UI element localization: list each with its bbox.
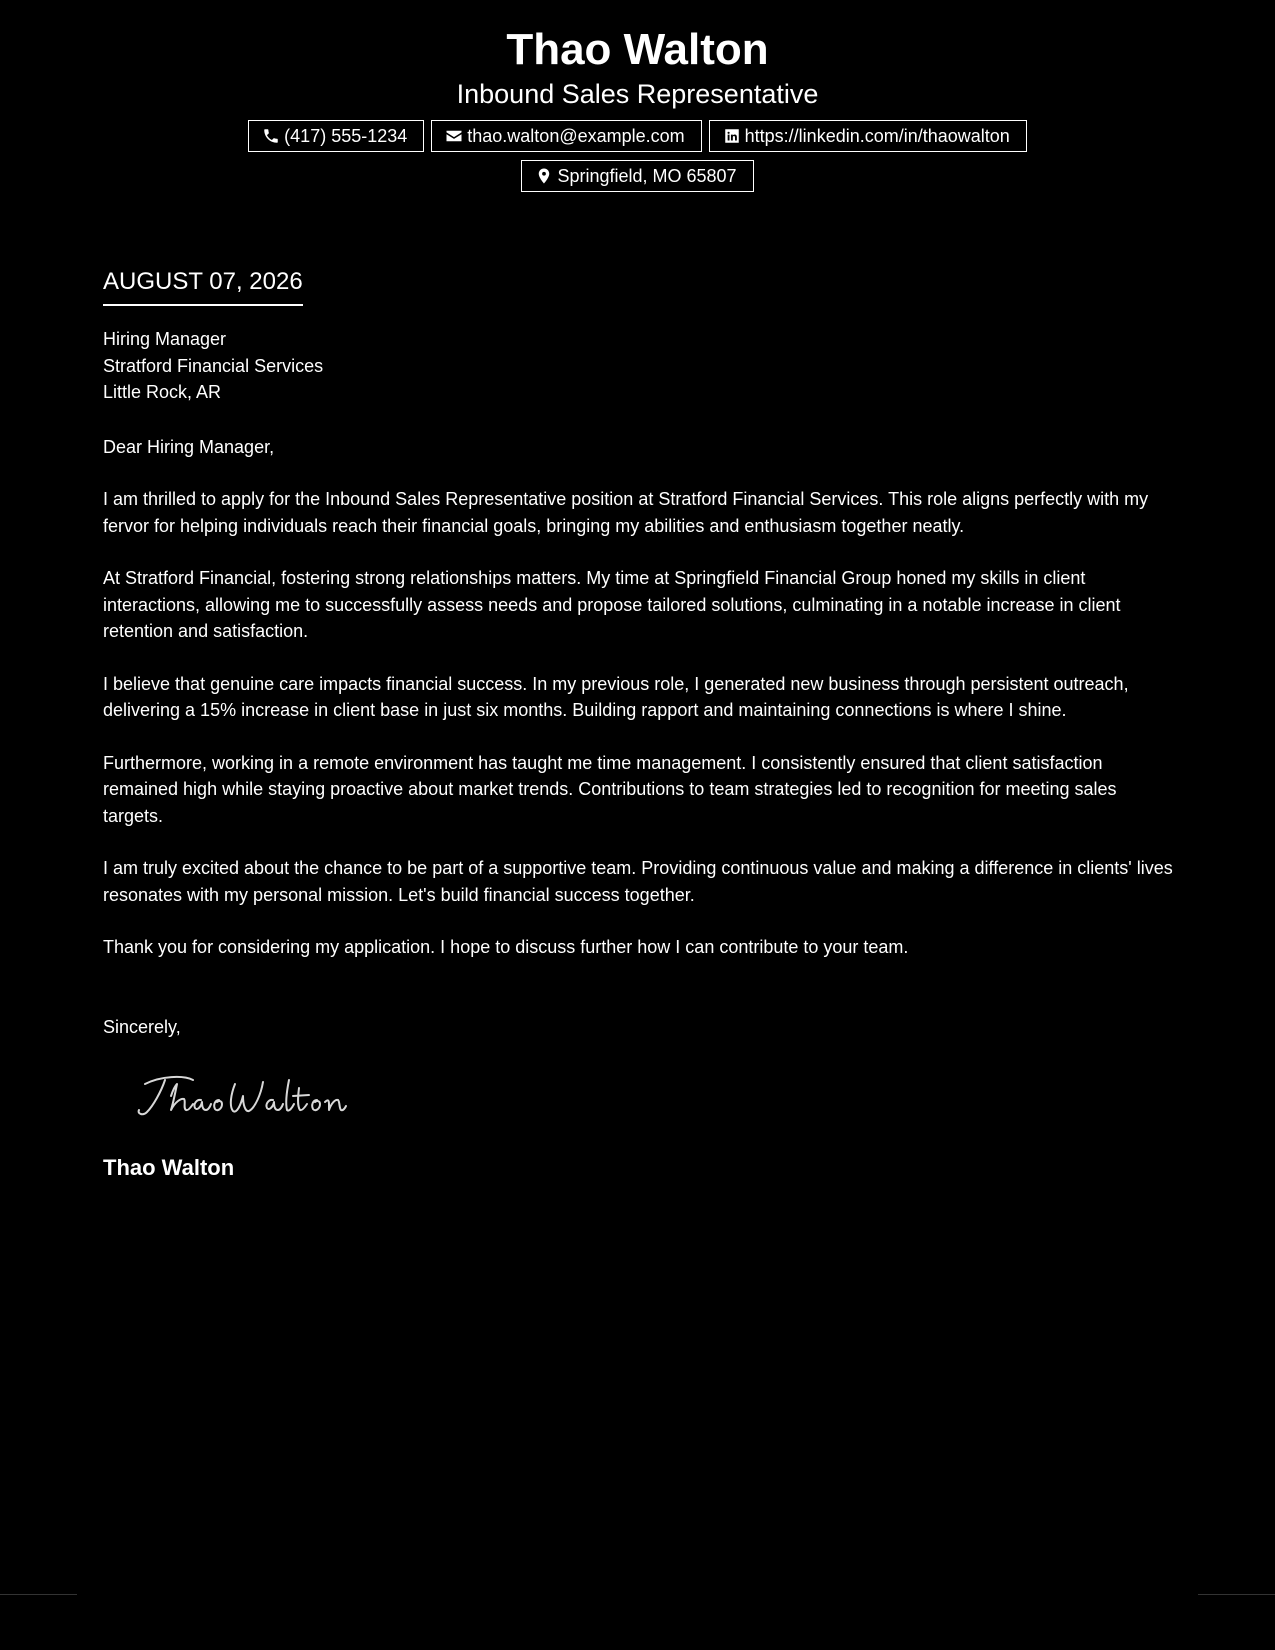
body-paragraph: Furthermore, working in a remote environment has taught me time management. I consistently ensured that client satisfaction remained high while staying proactive about market trends. Contributions to team strategies led to recognition for meeting sales targets.: [103, 752, 1117, 826]
body-paragraph: At Stratford Financial, fostering strong relationships matters. My time at Springfield Financial Group honed my skills in client interactions, allowing me to successfully assess needs and propose tailored solutions, culminating in a notable increase in client retention and satisfaction.: [103, 568, 1121, 641]
handwritten-signature: [131, 1066, 351, 1126]
recipient-name: Hiring Manager: [103, 329, 227, 349]
contact-linkedin[interactable]: [709, 120, 1027, 152]
linkedin-url: https://linkedin.com/in/thaowalton: [744, 126, 1010, 146]
phone-icon: [262, 127, 280, 145]
email-address: thao.walton@example.com: [467, 126, 685, 146]
footer-divider-left: [0, 1594, 77, 1595]
applicant-job-title: Inbound Sales Representative: [456, 79, 819, 109]
contact-phone[interactable]: [248, 120, 424, 152]
body-paragraph: I am thrilled to apply for the Inbound Sales Representative position at Stratford Financial Services. This role aligns perfectly with my fervor for helping individuals reach their financial goals, bringing my abilities and enthusiasm together neatly.: [103, 489, 1149, 536]
envelope-icon: [445, 127, 463, 145]
recipient-block: [103, 326, 1178, 406]
body-paragraph: I am truly excited about the chance to be part of a supportive team. Providing continuous value and making a difference in clients' lives resonates with my personal mission. Let's build financial success together.: [103, 858, 1173, 905]
footer-divider-right: [1198, 1594, 1275, 1595]
recipient-company: Stratford Financial Services: [103, 355, 324, 376]
phone-number: (417) 555-1234: [284, 126, 408, 146]
linkedin-icon: [723, 127, 741, 145]
letter-body: [103, 266, 1178, 1182]
letter-greeting: Dear Hiring Manager,: [103, 436, 275, 457]
applicant-name: Thao Walton: [506, 25, 769, 74]
contact-info: [188, 120, 1088, 192]
signer-name: Thao Walton: [103, 1154, 235, 1180]
recipient-location: Little Rock, AR: [103, 382, 222, 402]
body-paragraph: Thank you for considering my application. I hope to discuss further how I can contribute to your team.: [103, 937, 909, 957]
body-paragraph: I believe that genuine care impacts financial success. In my previous role, I generated new business through persistent outreach, delivering a 15% increase in client base in just six months. Building rapport and maintaining connections is where I shine.: [103, 673, 1129, 720]
letter-closing: Sincerely,: [103, 1016, 181, 1037]
location-text: Springfield, MO 65807: [557, 166, 737, 186]
contact-email[interactable]: [431, 120, 701, 152]
contact-location: [521, 160, 753, 192]
map-pin-icon: [535, 167, 553, 185]
letter-date: AUGUST 07, 2026: [103, 266, 303, 306]
letter-header: [0, 0, 1275, 192]
